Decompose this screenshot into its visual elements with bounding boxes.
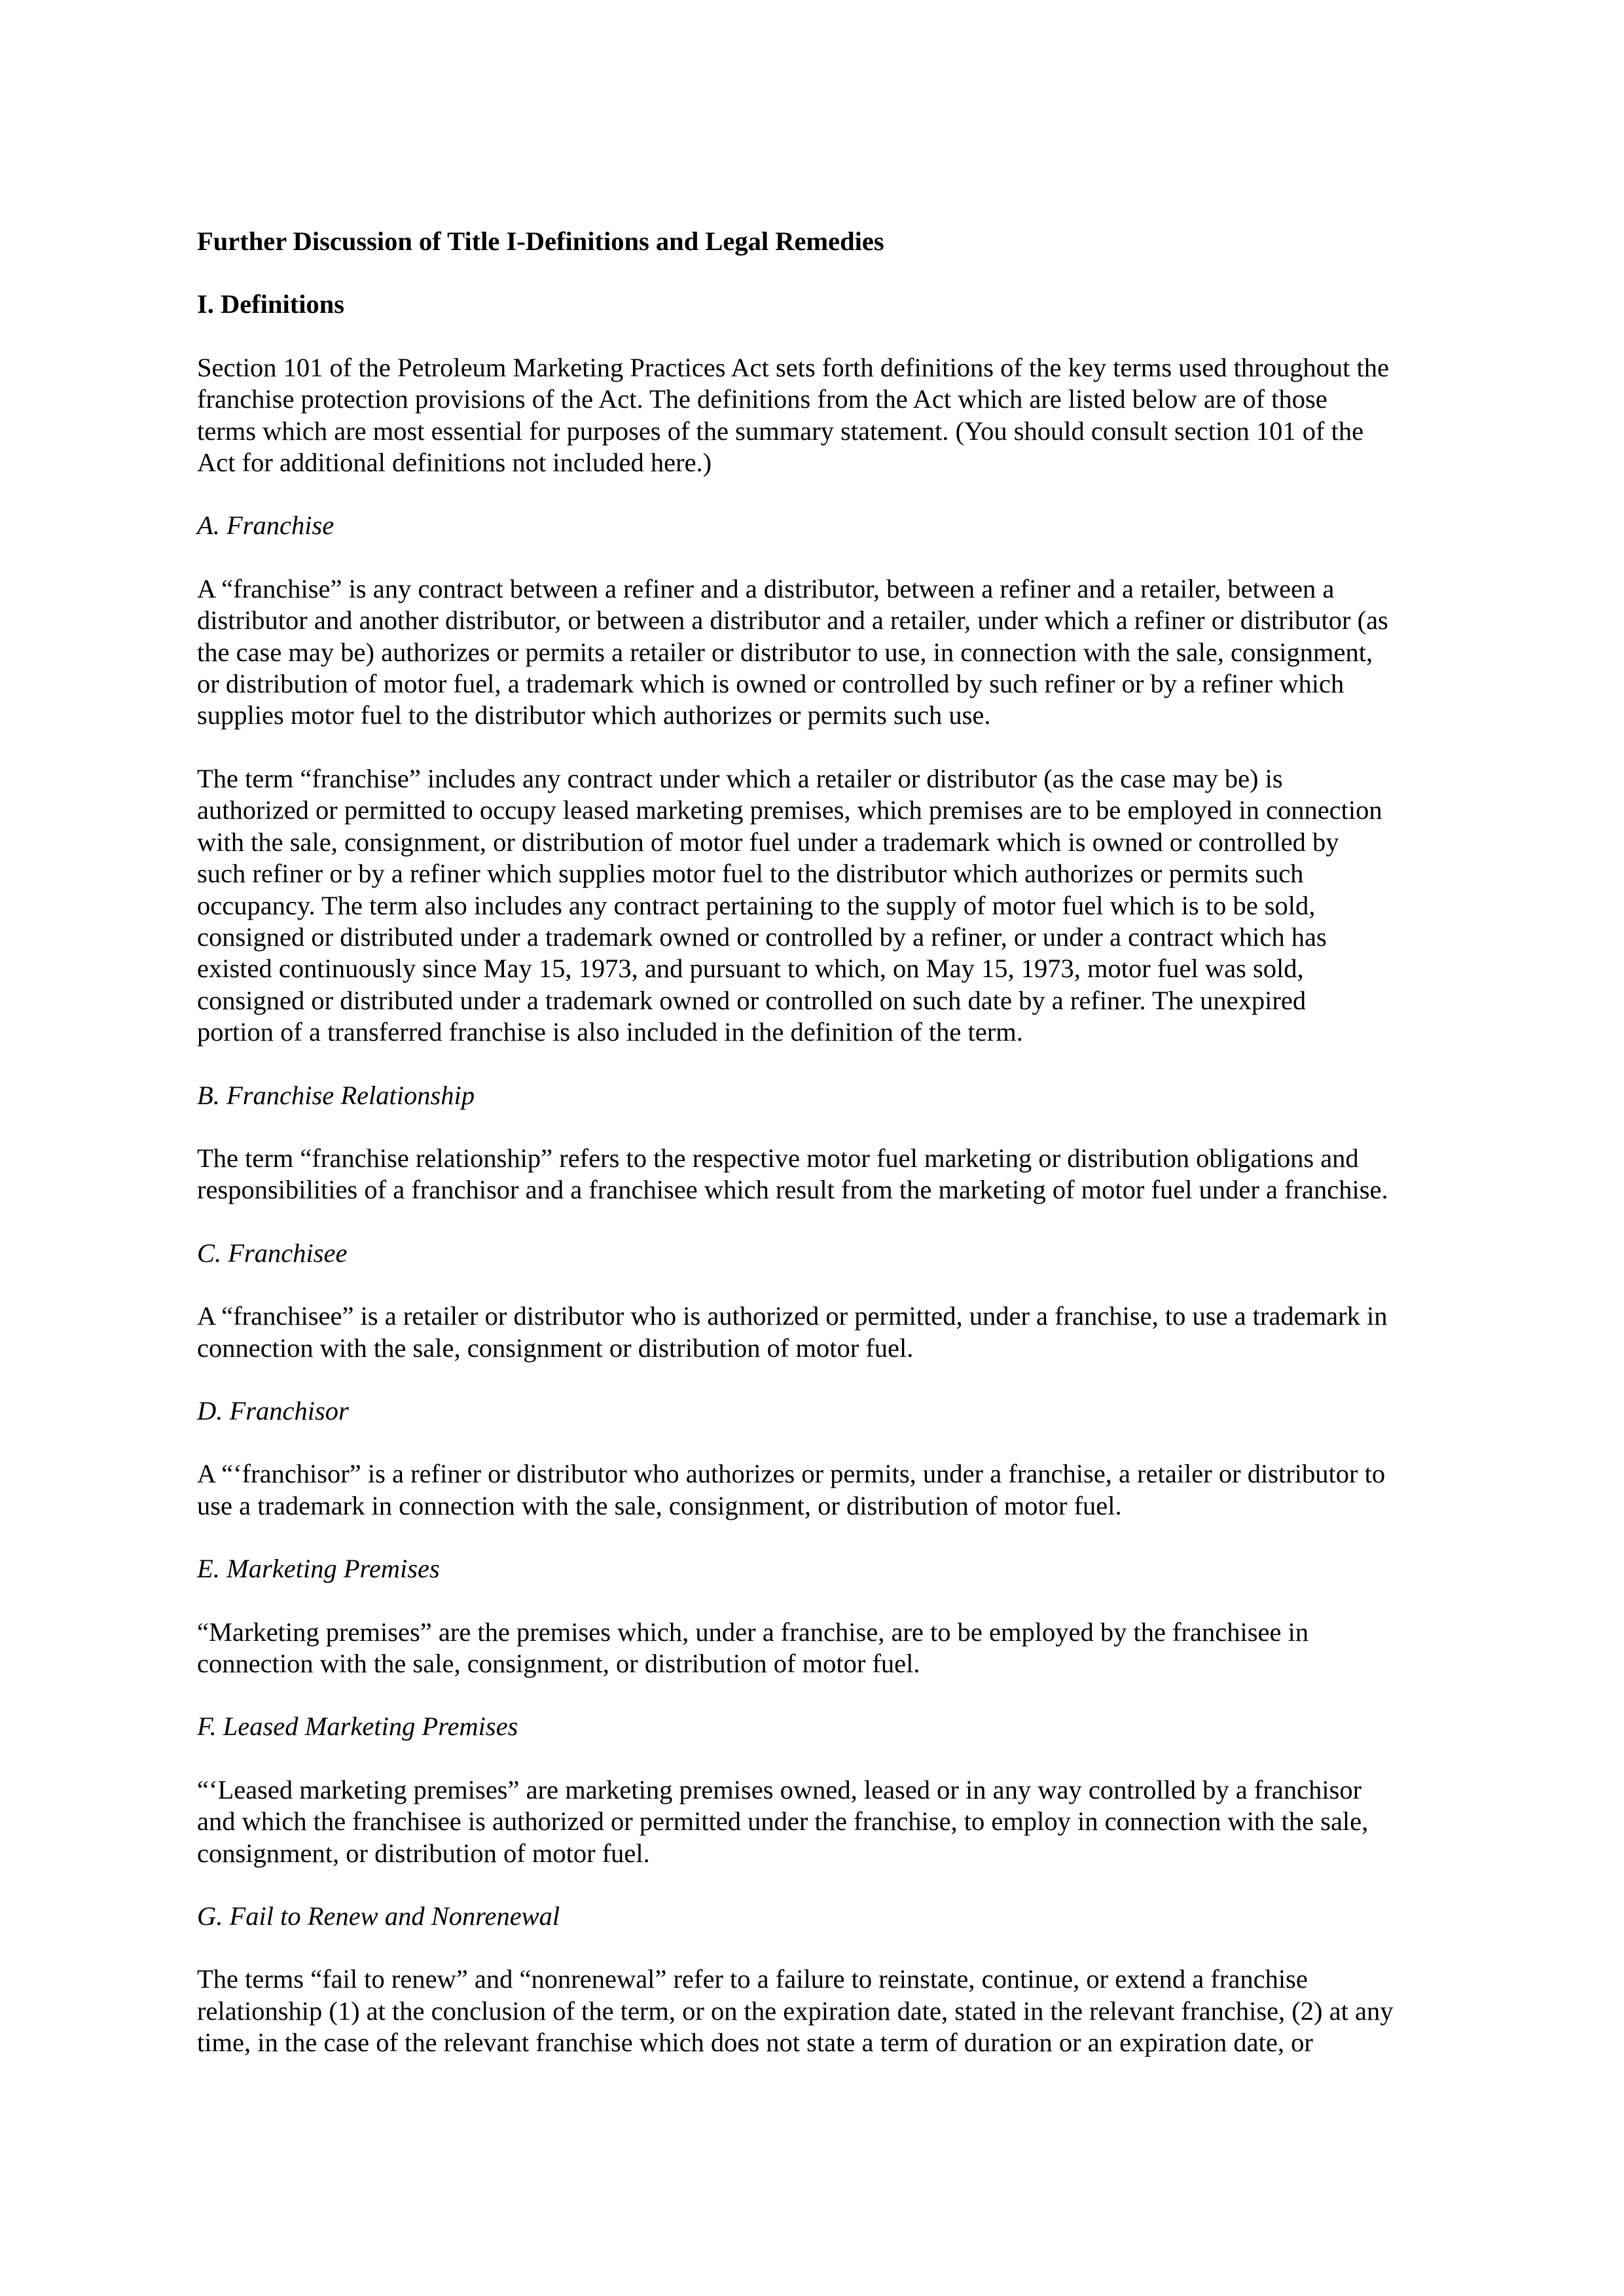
subheading-marketing-premises: E. Marketing Premises: [197, 1554, 440, 1584]
document-page: [197, 226, 1444, 2090]
franchise-paragraph-1: A “franchise” is any contract between a refiner and a distributor, between a refiner and a retailer, between a distributor and another distributor, or between a distributor and a retailer, under which a refiner or distributor (as the case may be) authorizes or permits a retailer or distributor to use, in connection with the sale, consignment, or distribution of motor fuel, a trademark which is owned or controlled by such refiner or by a refiner which supplies motor fuel to the distributor which authorizes or permits such use.: [197, 573, 1388, 730]
fail-to-renew-paragraph: The terms “fail to renew” and “nonrenewal” refer to a failure to reinstate, continue, or extend a franchise relationship (1) at the conclusion of the term, or on the expiration date, stated in the relevant franchise, (2) at any time, in the case of the relevant franchise which does not state a term of duration or an expiration date, or: [197, 1964, 1394, 2058]
section-heading-definitions: I. Definitions: [197, 289, 345, 319]
subheading-fail-to-renew: G. Fail to Renew and Nonrenewal: [197, 1901, 560, 1931]
subheading-franchise-relationship: B. Franchise Relationship: [197, 1080, 475, 1110]
subheading-franchisee: C. Franchisee: [197, 1238, 348, 1268]
subheading-franchise: A. Franchise: [197, 511, 334, 541]
definition-fail-to-renew: [197, 1901, 1444, 2059]
franchisee-paragraph: A “franchisee” is a retailer or distributor who is authorized or permitted, under a franchise, to use a trademark in connection with the sale, consignment or distribution of motor fuel.: [197, 1301, 1388, 1363]
definition-franchisor: [197, 1395, 1444, 1522]
leased-marketing-premises-paragraph: “‘Leased marketing premises” are marketing premises owned, leased or in any way controlled by a franchisor and which the franchisee is authorized or permitted under the franchise, to employ in connection with the sale, consignment, or distribution of motor fuel.: [197, 1774, 1369, 1868]
definition-franchise: [197, 510, 1444, 1048]
definition-franchise-relationship: [197, 1080, 1444, 1206]
definition-marketing-premises: [197, 1553, 1444, 1679]
subheading-leased-marketing-premises: F. Leased Marketing Premises: [197, 1712, 518, 1742]
franchise-relationship-paragraph: The term “franchise relationship” refers to the respective motor fuel marketing or distribution obligations and responsibilities of a franchisor and a franchisee which result from the marketing of motor fuel under a franchise.: [197, 1143, 1388, 1205]
subheading-franchisor: D. Franchisor: [197, 1395, 349, 1426]
marketing-premises-paragraph: “Marketing premises” are the premises which, under a franchise, are to be employed by the franchisee in connection with the sale, consignment, or distribution of motor fuel.: [197, 1617, 1309, 1678]
definition-leased-marketing-premises: [197, 1711, 1444, 1869]
franchise-paragraph-2: The term “franchise” includes any contract under which a retailer or distributor (as the case may be) is authorized or permitted to occupy leased marketing premises, which premises are to be employed in connection with the sale, consignment, or distribution of motor fuel under a trademark which is owned or controlled by such refiner or by a refiner which supplies motor fuel to the distributor which authorizes or permits such occupancy. The term also includes any contract pertaining to the supply of motor fuel which is to be sold, consigned or distributed under a trademark owned or controlled by a refiner, or under a contract which has existed continuously since May 15, 1973, and pursuant to which, on May 15, 1973, motor fuel was sold, consigned or distributed under a trademark owned or controlled on such date by a refiner. The unexpired portion of a transferred franchise is also included in the definition of the term.: [197, 763, 1382, 1047]
intro-paragraph: Section 101 of the Petroleum Marketing Practices Act sets forth definitions of the key terms used throughout the franchise protection provisions of the Act. The definitions from the Act which are listed below are of those terms which are most essential for purposes of the summary statement. (You should consult section 101 of the Act for additional definitions not included here.): [197, 352, 1389, 478]
franchisor-paragraph: A “‘franchisor” is a refiner or distributor who authorizes or permits, under a franchise, a retailer or distributor to use a trademark in connection with the sale, consignment, or distribution of motor fuel.: [197, 1459, 1386, 1520]
definition-franchisee: [197, 1238, 1444, 1364]
document-title: Further Discussion of Title I-Definitions and Legal Remedies: [197, 226, 884, 256]
